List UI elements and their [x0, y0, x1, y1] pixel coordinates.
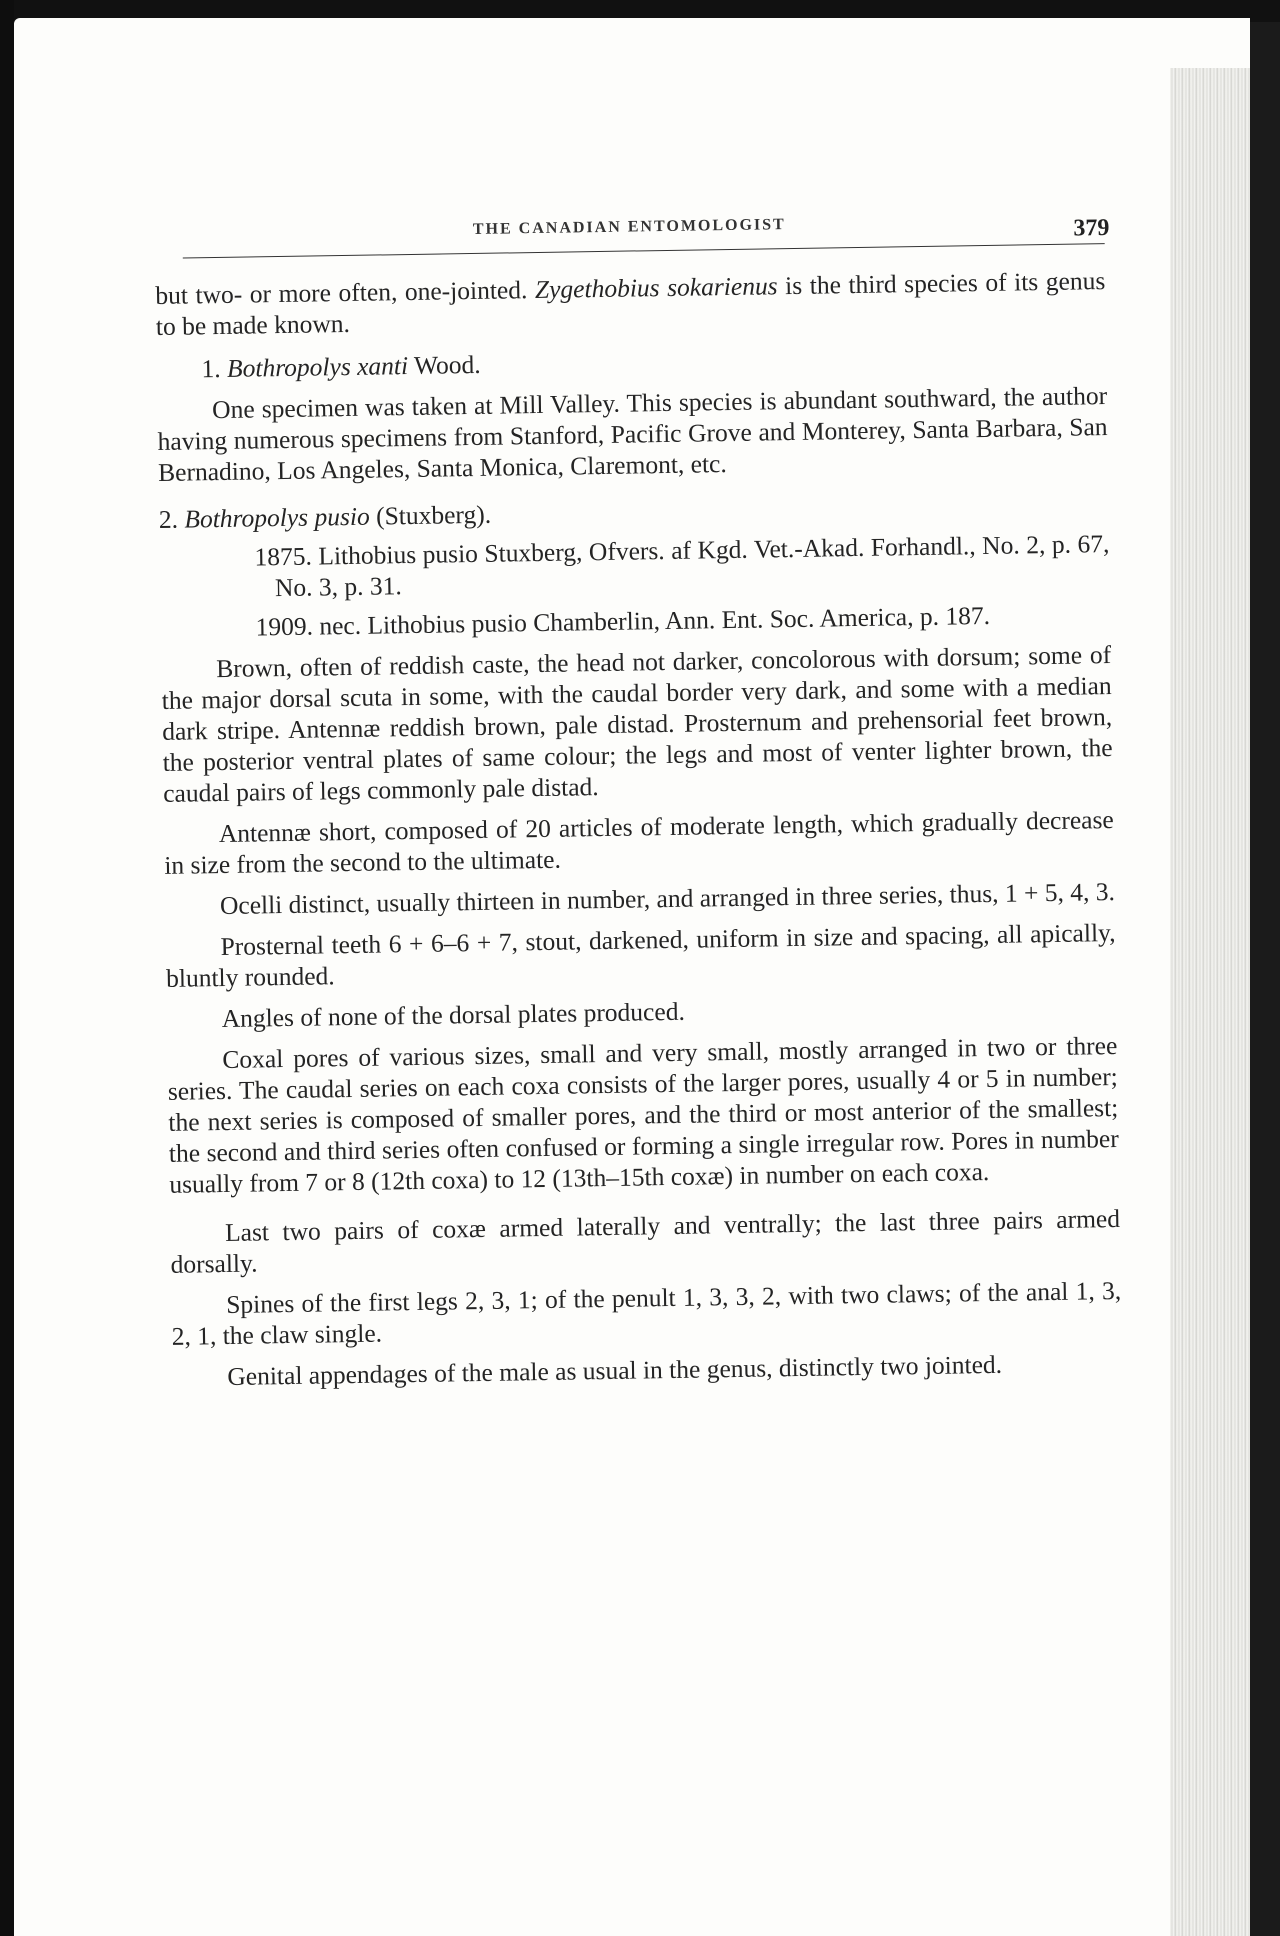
running-head — [154, 193, 1110, 268]
entry-1-number: 1. — [201, 353, 228, 384]
paragraph-prosternal-teeth: Prosternal teeth 6 + 6–6 + 7, stout, darkened, uniform in size and spacing, all apically, bluntly rounded. — [165, 917, 1116, 993]
scan-left-border — [0, 0, 14, 1936]
entry-2-number: 2. — [158, 504, 185, 534]
species-name: Zygethobius sokarienus — [534, 271, 778, 305]
page-number: 379 — [1073, 214, 1110, 242]
entry-1-species: Bothropolys xanti — [226, 351, 409, 383]
paragraph-angles: Angles of none of the dorsal plates produced. — [221, 996, 686, 1034]
paragraph-genital-appendages: Genital appendages of the male as usual in the genus, distinctly two jointed. — [227, 1349, 1003, 1391]
paragraph-colour: Brown, often of reddish caste, the head not darker, concolorous with dorsum; some of the major dorsal scuta in some, with the caudal border very dark, and some with a median dark stripe. Antennæ reddish brown, pale distad. Prosternum and prehensorial feet brown, the posterior ventral plates of same colour; the legs and most of venter lighter brown, the caudal pairs of legs commonly pale distad. — [161, 640, 1113, 808]
paragraph-coxal-pores: Coxal pores of various sizes, small and very small, mostly arranged in two or three series. The caudal series on each coxa consists of the larger pores, usually 4 or 5 in number; the next series is composed of smaller pores, and the third or most anterior of the smallest; the second and third series often confused or forming a single irregular row. Pores in number usually from 7 or 8 (12th coxa) to 12 (13th–15th coxæ) in number on each coxa. — [167, 1030, 1119, 1199]
entry-2-species: Bothropolys pusio — [184, 501, 370, 534]
book-page — [14, 18, 1250, 1936]
paragraph-distribution: One specimen was taken at Mill Valley. This species is abundant southward, the author having numerous specimens from Stanford, Pacific Grove and Monterey, Santa Barbara, San Bernadino, Los Angeles, Santa Monica, Claremont, etc. — [157, 381, 1108, 487]
paragraph-continuation — [155, 265, 1106, 342]
paragraph-ocelli: Ocelli distinct, usually thirteen in number, and arranged in three series, thus, 1 + 5, 4, 3. — [219, 876, 1116, 921]
paragraph-spines: Spines of the first legs 2, 3, 1; of the penult 1, 3, 3, 2, with two claws; of the anal 1, 3, 2, 1, the claw single. — [171, 1275, 1122, 1351]
journal-title: THE CANADIAN ENTOMOLOGIST — [472, 216, 786, 238]
citation-1909: 1909. nec. Lithobius pusio Chamberlin, Ann. Ent. Soc. America, p. 187. — [255, 600, 991, 642]
paragraph-coxae-armed: Last two pairs of coxæ armed laterally and ventrally; the last three pairs armed dorsally. — [170, 1203, 1121, 1279]
page-text-block — [154, 193, 1122, 1393]
p1-text-a: but two- or more often, one-jointed. — [155, 275, 536, 310]
species-entry-1 — [201, 339, 1106, 384]
p1-text-b: is the third species of its genus to be made known. — [155, 266, 1106, 341]
species-entry-2 — [159, 489, 1109, 535]
header-rule — [183, 243, 1105, 258]
page-edge-shadow — [1170, 68, 1250, 1936]
citation-1875: 1875. Lithobius pusio Stuxberg, Ofvers. af Kgd. Vet.-Akad. Forhandl., No. 2, p. 67, No. 3, p. 31. — [254, 529, 1110, 603]
paragraph-antennae: Antennæ short, composed of 20 articles of moderate length, which gradually decrease in size from the second to the ultimate. — [164, 805, 1114, 880]
entry-2-author: (Stuxberg). — [369, 499, 492, 531]
entry-1-author: Wood. — [407, 349, 481, 381]
